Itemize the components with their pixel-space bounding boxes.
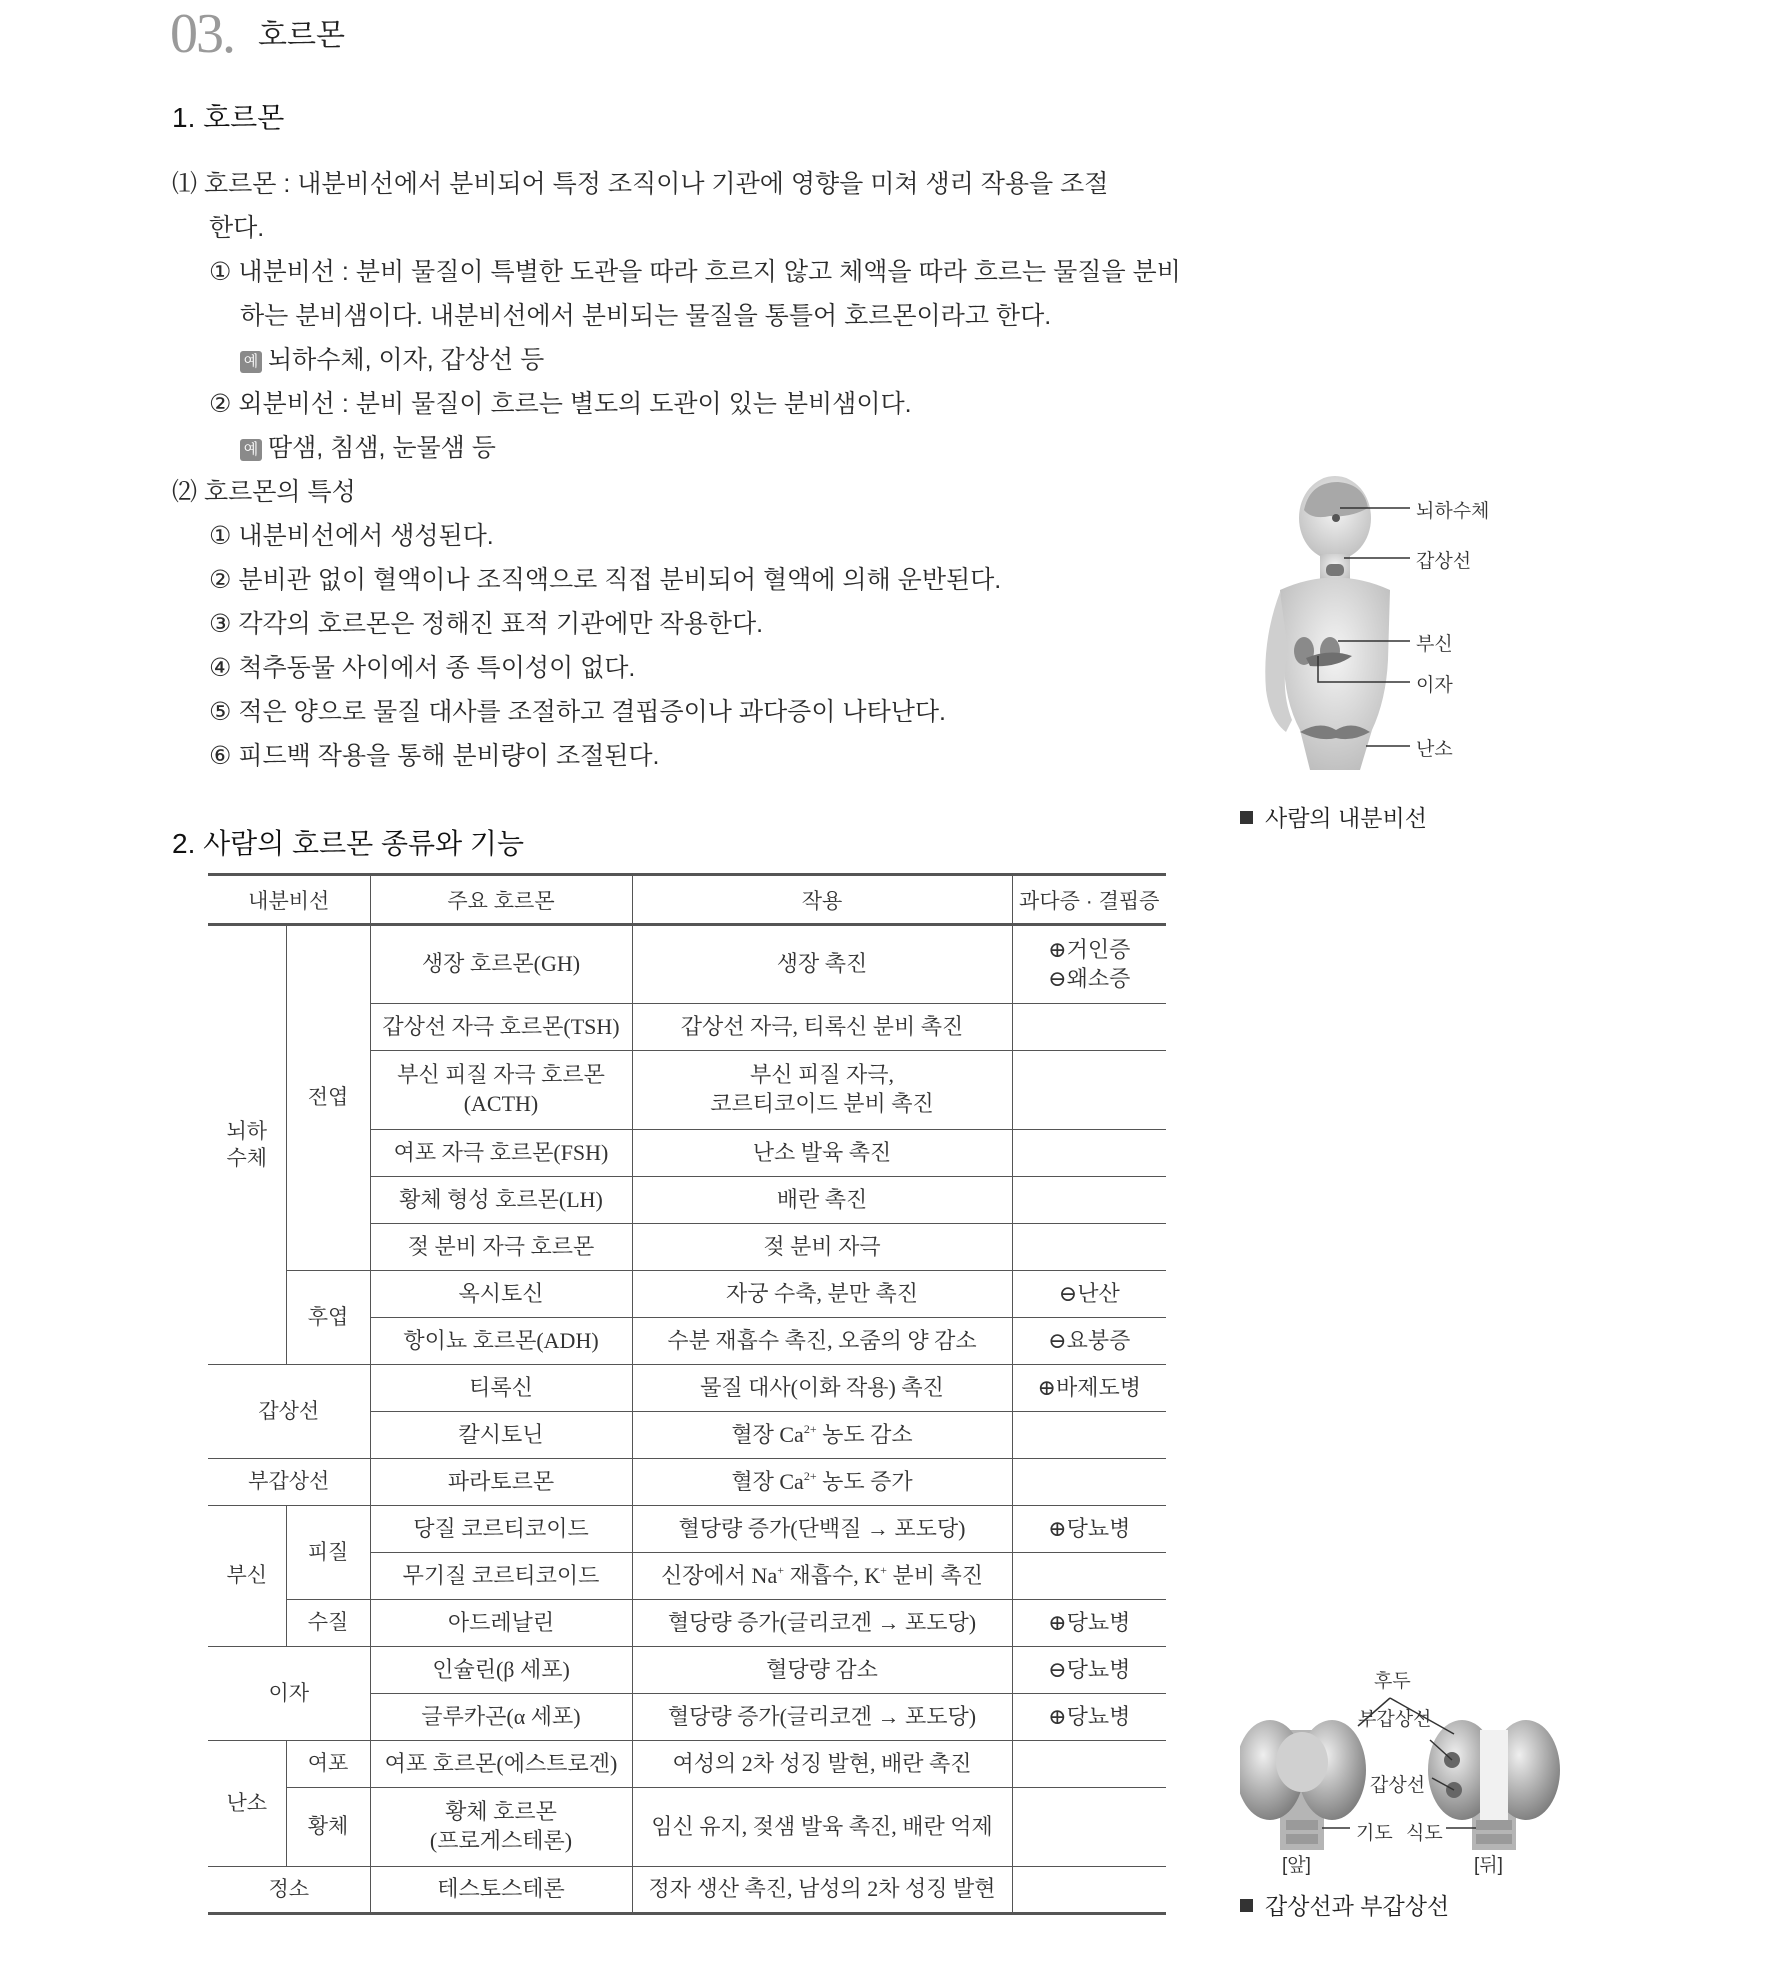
example-line xyxy=(240,428,496,464)
action-text: 분비 촉진 xyxy=(886,1562,983,1588)
example-text: 뇌하수체, 이자, 갑상선 등 xyxy=(268,346,545,374)
table-row xyxy=(208,925,1166,1004)
gland-ovary: 난소 xyxy=(208,1741,286,1867)
subgland-cortex: 피질 xyxy=(286,1506,370,1600)
table-row xyxy=(208,1365,1166,1412)
text-line: ① 내분비선 : 분비 물질이 특별한 도관을 따라 흐르지 않고 체액을 따라 흐르는 물질을 분비 xyxy=(209,258,1181,286)
disorder-cell xyxy=(1012,1412,1166,1459)
action-sup: 2+ xyxy=(803,1468,817,1483)
thyroid-shape xyxy=(1326,564,1344,576)
disorder-cell: ⊖요붕증 xyxy=(1012,1318,1166,1365)
hormone-cell: 부신 피질 자극 호르몬 (ACTH) xyxy=(370,1051,632,1130)
disorder-cell xyxy=(1012,1004,1166,1051)
disorder-cell xyxy=(1012,1553,1166,1600)
gland-testis: 정소 xyxy=(208,1867,370,1914)
action-cell: 물질 대사(이화 작용) 촉진 xyxy=(632,1365,1012,1412)
label-pancreas: 이자 xyxy=(1416,675,1453,696)
action-cell: 난소 발육 촉진 xyxy=(632,1130,1012,1177)
label-adrenal: 부신 xyxy=(1416,634,1453,655)
example-line xyxy=(240,340,544,376)
hormone-table xyxy=(208,873,1166,1915)
action-cell: 수분 재흡수 촉진, 오줌의 양 감소 xyxy=(632,1318,1012,1365)
disorder-cell xyxy=(1012,1224,1166,1271)
label-front: [앞] xyxy=(1282,1855,1311,1876)
hormone-cell: 항이뇨 호르몬(ADH) xyxy=(370,1318,632,1365)
hormone-cell: 당질 코르티코이드 xyxy=(370,1506,632,1553)
table-row xyxy=(208,1647,1166,1694)
hormone-cell: 테스토스테론 xyxy=(370,1867,632,1914)
table-row xyxy=(208,1459,1166,1506)
action-text: 혈장 Ca xyxy=(731,1468,804,1494)
label-parathyroid: 부갑상선 xyxy=(1358,1709,1432,1730)
text-line: ② 분비관 없이 혈액이나 조직액으로 직접 분비되어 혈액에 의해 운반된다. xyxy=(209,566,1002,594)
figure2-caption xyxy=(1240,1888,1449,1921)
table-row xyxy=(208,1271,1166,1318)
header-disorder: 과다증 · 결핍증 xyxy=(1012,875,1166,925)
hormone-cell: 칼시토닌 xyxy=(370,1412,632,1459)
disorder-cell xyxy=(1012,1741,1166,1788)
figure1-caption-text: 사람의 내분비선 xyxy=(1265,805,1427,831)
action-cell: 혈당량 증가(글리코겐 → 포도당) xyxy=(632,1694,1012,1741)
caption-bullet xyxy=(1240,811,1253,824)
text-line: ⑵ 호르몬의 특성 xyxy=(172,478,356,506)
disorder-cell: ⊖난산 xyxy=(1012,1271,1166,1318)
label-larynx: 후두 xyxy=(1374,1671,1411,1692)
action-cell: 임신 유지, 젖샘 발육 촉진, 배란 억제 xyxy=(632,1788,1012,1867)
header-gland: 내분비선 xyxy=(208,875,370,925)
action-cell: 여성의 2차 성징 발현, 배란 촉진 xyxy=(632,1741,1012,1788)
table-row xyxy=(208,1741,1166,1788)
gland-parathyroid: 부갑상선 xyxy=(208,1459,370,1506)
action-cell: 생장 촉진 xyxy=(632,925,1012,1004)
disorder-cell xyxy=(1012,1177,1166,1224)
action-text: 신장에서 Na xyxy=(661,1562,778,1588)
torso-shape xyxy=(1280,578,1390,771)
thyroid-front xyxy=(1240,1720,1366,1850)
text-line: 한다. xyxy=(209,214,265,242)
disorder-cell: ⊕당뇨병 xyxy=(1012,1600,1166,1647)
action-cell xyxy=(632,1459,1012,1506)
action-cell: 혈당량 증가(단백질 → 포도당) xyxy=(632,1506,1012,1553)
subgland-anterior: 전엽 xyxy=(286,925,370,1271)
header-action: 작용 xyxy=(632,875,1012,925)
hormone-cell: 글루카곤(α 세포) xyxy=(370,1694,632,1741)
hormone-cell: 황체 호르몬 (프로게스테론) xyxy=(370,1788,632,1867)
gland-thyroid: 갑상선 xyxy=(208,1365,370,1459)
hormone-cell: 젖 분비 자극 호르몬 xyxy=(370,1224,632,1271)
caption-bullet xyxy=(1240,1899,1253,1912)
gland-pancreas: 이자 xyxy=(208,1647,370,1741)
action-text: 농도 증가 xyxy=(816,1468,913,1494)
text-line: ③ 각각의 호르몬은 정해진 표적 기관에만 작용한다. xyxy=(209,610,764,638)
example-text: 땀샘, 침샘, 눈물샘 등 xyxy=(268,434,496,462)
action-cell xyxy=(632,1553,1012,1600)
gland-pituitary: 뇌하 수체 xyxy=(208,925,286,1365)
subgland-corpus: 황체 xyxy=(286,1788,370,1867)
figure2-caption-text: 갑상선과 부갑상선 xyxy=(1265,1893,1450,1919)
label-esophagus: 식도 xyxy=(1406,1823,1443,1844)
disorder-cell: ⊕당뇨병 xyxy=(1012,1694,1166,1741)
label-trachea: 기도 xyxy=(1356,1823,1393,1844)
disorder-cell xyxy=(1012,1130,1166,1177)
chapter-title: 호르몬 xyxy=(258,19,345,52)
action-cell: 혈당량 감소 xyxy=(632,1647,1012,1694)
section2-title: 2. 사람의 호르몬 종류와 기능 xyxy=(172,828,524,859)
example-badge: 예 xyxy=(240,439,262,461)
action-text: 농도 감소 xyxy=(816,1421,913,1447)
action-cell: 자궁 수축, 분만 촉진 xyxy=(632,1271,1012,1318)
figure1-caption xyxy=(1240,800,1427,833)
example-badge: 예 xyxy=(240,351,262,373)
table-header-row xyxy=(208,875,1166,925)
subgland-posterior: 후엽 xyxy=(286,1271,370,1365)
label-pituitary: 뇌하수체 xyxy=(1416,501,1490,522)
action-cell: 배란 촉진 xyxy=(632,1177,1012,1224)
hormone-cell: 티록신 xyxy=(370,1365,632,1412)
label-ovary: 난소 xyxy=(1416,739,1453,760)
thyroid-back xyxy=(1428,1720,1560,1850)
table-row xyxy=(208,1506,1166,1553)
table-row xyxy=(208,1600,1166,1647)
action-cell: 부신 피질 자극, 코르티코이드 분비 촉진 xyxy=(632,1051,1012,1130)
hormone-cell: 인슐린(β 세포) xyxy=(370,1647,632,1694)
text-line: ⑤ 적은 양으로 물질 대사를 조절하고 결핍증이나 과다증이 나타난다. xyxy=(209,698,946,726)
gland-adrenal: 부신 xyxy=(208,1506,286,1647)
action-sup: 2+ xyxy=(803,1421,817,1436)
disorder-cell: ⊕거인증 ⊖왜소증 xyxy=(1012,925,1166,1004)
label-thyroid: 갑상선 xyxy=(1416,551,1472,572)
disorder-cell xyxy=(1012,1788,1166,1867)
hormone-cell: 황체 형성 호르몬(LH) xyxy=(370,1177,632,1224)
section1-title: 1. 호르몬 xyxy=(172,102,285,133)
disorder-cell: ⊖당뇨병 xyxy=(1012,1647,1166,1694)
text-line: ② 외분비선 : 분비 물질이 흐르는 별도의 도관이 있는 분비샘이다. xyxy=(209,390,912,418)
action-cell: 젖 분비 자극 xyxy=(632,1224,1012,1271)
label-back: [뒤] xyxy=(1474,1855,1503,1876)
hormone-cell: 여포 호르몬(에스트로겐) xyxy=(370,1741,632,1788)
disorder-cell xyxy=(1012,1867,1166,1914)
disorder-cell: ⊕당뇨병 xyxy=(1012,1506,1166,1553)
text-line: ⑴ 호르몬 : 내분비선에서 분비되어 특정 조직이나 기관에 영향을 미쳐 생리 작용을 조절 xyxy=(172,170,1109,198)
chapter-number: 03. xyxy=(170,3,234,65)
disorder-cell: ⊕바제도병 xyxy=(1012,1365,1166,1412)
header-hormone: 주요 호르몬 xyxy=(370,875,632,925)
hormone-cell: 옥시토신 xyxy=(370,1271,632,1318)
hormone-cell: 아드레날린 xyxy=(370,1600,632,1647)
hormone-cell: 갑상선 자극 호르몬(TSH) xyxy=(370,1004,632,1051)
table-row xyxy=(208,1867,1166,1914)
hormone-cell: 무기질 코르티코이드 xyxy=(370,1553,632,1600)
action-sup: + xyxy=(777,1562,784,1577)
hormone-cell: 여포 자극 호르몬(FSH) xyxy=(370,1130,632,1177)
subgland-medulla: 수질 xyxy=(286,1600,370,1647)
action-cell: 갑상선 자극, 티록신 분비 촉진 xyxy=(632,1004,1012,1051)
subgland-follicle: 여포 xyxy=(286,1741,370,1788)
pituitary-dot xyxy=(1332,514,1340,522)
text-line: 하는 분비샘이다. 내분비선에서 분비되는 물질을 통틀어 호르몬이라고 한다. xyxy=(240,302,1052,330)
disorder-cell xyxy=(1012,1051,1166,1130)
action-cell xyxy=(632,1412,1012,1459)
text-line: ⑥ 피드백 작용을 통해 분비량이 조절된다. xyxy=(209,742,660,770)
action-cell: 정자 생산 촉진, 남성의 2차 성징 발현 xyxy=(632,1867,1012,1914)
table-row xyxy=(208,1788,1166,1867)
disorder-cell xyxy=(1012,1459,1166,1506)
hormone-cell: 생장 호르몬(GH) xyxy=(370,925,632,1004)
label-thyroid-gland: 갑상선 xyxy=(1370,1775,1426,1796)
hormone-cell: 파라토르몬 xyxy=(370,1459,632,1506)
action-cell: 혈당량 증가(글리코겐 → 포도당) xyxy=(632,1600,1012,1647)
text-line: ④ 척추동물 사이에서 종 특이성이 없다. xyxy=(209,654,636,682)
action-text: 혈장 Ca xyxy=(731,1421,804,1447)
action-sup: + xyxy=(880,1562,887,1577)
action-text: 재흡수, K xyxy=(784,1562,881,1588)
text-line: ① 내분비선에서 생성된다. xyxy=(209,522,494,550)
